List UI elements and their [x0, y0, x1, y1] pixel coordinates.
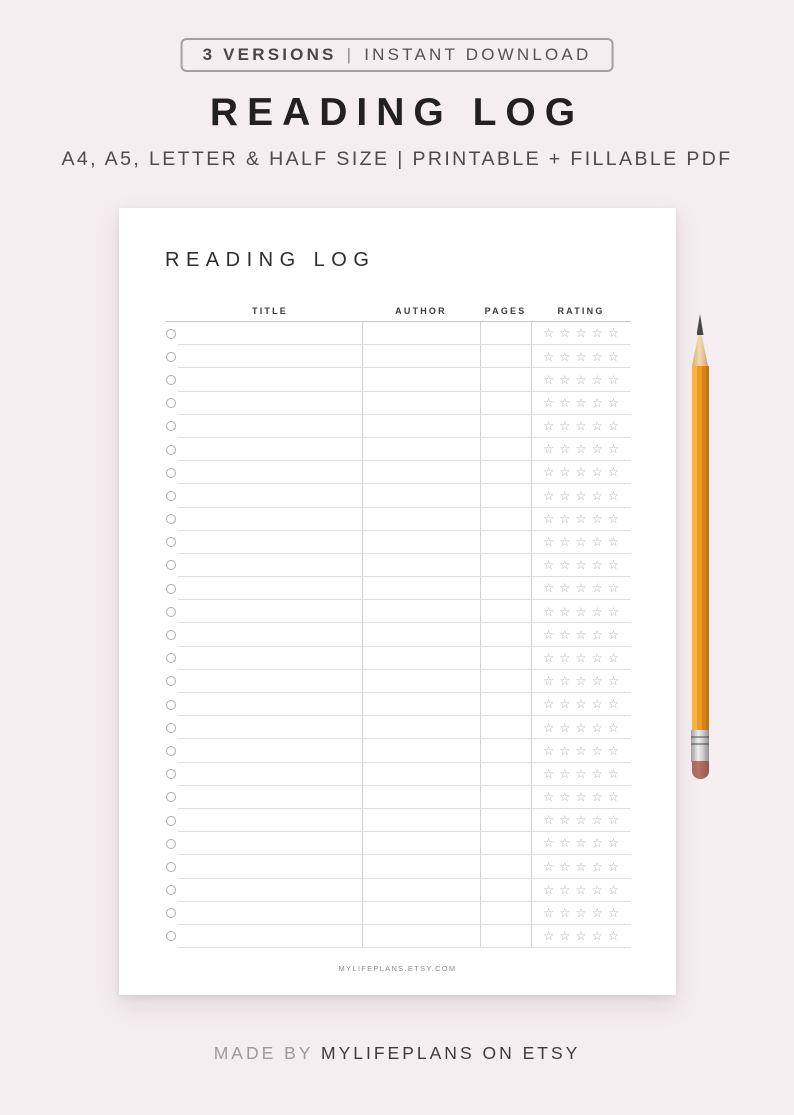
badge-separator: | [346, 45, 355, 64]
rating-stars [531, 322, 631, 345]
circle-checkbox-icon [166, 676, 176, 686]
circle-checkbox-icon [166, 908, 176, 918]
circle-checkbox-icon [166, 398, 176, 408]
star-icon: ☆ [591, 580, 603, 596]
badge-versions-label: 3 VERSIONS [202, 45, 337, 64]
star-icon: ☆ [542, 580, 555, 596]
star-icon: ☆ [591, 835, 603, 851]
table-row [165, 670, 631, 693]
table-row [165, 531, 631, 554]
table-body [165, 321, 631, 948]
versions-badge [181, 38, 614, 72]
rating-stars [531, 763, 631, 786]
star-icon: ☆ [607, 603, 620, 619]
star-icon: ☆ [591, 812, 603, 828]
star-icon: ☆ [559, 673, 571, 689]
star-icon: ☆ [607, 742, 620, 758]
table-row [165, 415, 631, 438]
rating-stars [531, 368, 631, 391]
star-icon: ☆ [559, 626, 571, 642]
circle-checkbox-icon [166, 352, 176, 362]
star-icon: ☆ [575, 371, 587, 387]
star-icon: ☆ [542, 673, 555, 689]
circle-checkbox-icon [166, 537, 176, 547]
star-icon: ☆ [607, 534, 620, 550]
table-row [165, 716, 631, 739]
rating-stars [531, 415, 631, 438]
star-icon: ☆ [542, 881, 555, 897]
star-icon: ☆ [591, 696, 603, 712]
star-icon: ☆ [607, 557, 620, 573]
star-icon: ☆ [542, 812, 555, 828]
star-icon: ☆ [542, 696, 555, 712]
table-row [165, 902, 631, 925]
star-icon: ☆ [607, 371, 620, 387]
star-icon: ☆ [575, 881, 587, 897]
rating-stars [531, 345, 631, 368]
star-icon: ☆ [559, 905, 571, 921]
table-row [165, 368, 631, 391]
star-icon: ☆ [575, 649, 587, 665]
star-icon: ☆ [575, 742, 587, 758]
star-icon: ☆ [559, 510, 571, 526]
rating-stars [531, 925, 631, 948]
star-icon: ☆ [591, 418, 603, 434]
rating-stars [531, 438, 631, 461]
rating-stars [531, 508, 631, 531]
star-icon: ☆ [575, 673, 587, 689]
star-icon: ☆ [559, 534, 571, 550]
star-icon: ☆ [542, 534, 555, 550]
star-icon: ☆ [575, 835, 587, 851]
star-icon: ☆ [607, 626, 620, 642]
star-icon: ☆ [591, 394, 603, 410]
star-icon: ☆ [575, 905, 587, 921]
circle-checkbox-icon [166, 653, 176, 663]
rating-stars [531, 879, 631, 902]
star-icon: ☆ [542, 928, 555, 944]
shop-url: MYLIFEPLANS.ETSY.COM [338, 964, 457, 973]
rating-stars [531, 600, 631, 623]
circle-checkbox-icon [166, 584, 176, 594]
circle-checkbox-icon [166, 931, 176, 941]
rating-stars [531, 902, 631, 925]
table-row [165, 623, 631, 646]
star-icon: ☆ [575, 696, 587, 712]
table-row [165, 322, 631, 345]
star-icon: ☆ [575, 464, 587, 480]
circle-checkbox-icon [166, 723, 176, 733]
star-icon: ☆ [607, 649, 620, 665]
star-icon: ☆ [559, 649, 571, 665]
rating-stars [531, 739, 631, 762]
star-icon: ☆ [607, 881, 620, 897]
star-icon: ☆ [542, 626, 555, 642]
star-icon: ☆ [575, 487, 587, 503]
star-icon: ☆ [607, 418, 620, 434]
star-icon: ☆ [559, 464, 571, 480]
star-icon: ☆ [575, 928, 587, 944]
star-icon: ☆ [559, 789, 571, 805]
circle-checkbox-icon [166, 885, 176, 895]
star-icon: ☆ [575, 812, 587, 828]
rating-stars [531, 670, 631, 693]
star-icon: ☆ [542, 835, 555, 851]
star-icon: ☆ [575, 534, 587, 550]
rating-stars [531, 716, 631, 739]
star-icon: ☆ [591, 765, 603, 781]
circle-checkbox-icon [166, 607, 176, 617]
rating-stars [531, 693, 631, 716]
star-icon: ☆ [591, 603, 603, 619]
table-row [165, 739, 631, 762]
column-header-title: TITLE [252, 305, 288, 316]
star-icon: ☆ [542, 719, 555, 735]
caption-brand: MYLIFEPLANS ON ETSY [321, 1043, 581, 1063]
star-icon: ☆ [607, 928, 620, 944]
circle-checkbox-icon [166, 445, 176, 455]
star-icon: ☆ [559, 858, 571, 874]
table-header-row [165, 300, 631, 321]
table-row [165, 484, 631, 507]
rating-stars [531, 531, 631, 554]
table-row [165, 786, 631, 809]
table-row [165, 809, 631, 832]
star-icon: ☆ [591, 487, 603, 503]
star-icon: ☆ [559, 928, 571, 944]
star-icon: ☆ [575, 394, 587, 410]
badge-download-label: INSTANT DOWNLOAD [364, 45, 592, 64]
circle-checkbox-icon [166, 816, 176, 826]
star-icon: ☆ [575, 325, 587, 341]
star-icon: ☆ [607, 325, 620, 341]
star-icon: ☆ [559, 348, 571, 364]
table-row [165, 392, 631, 415]
circle-checkbox-icon [166, 491, 176, 501]
table-row [165, 647, 631, 670]
printable-page-mockup [119, 208, 676, 995]
star-icon: ☆ [542, 510, 555, 526]
star-icon: ☆ [575, 719, 587, 735]
star-icon: ☆ [591, 673, 603, 689]
star-icon: ☆ [591, 557, 603, 573]
rating-stars [531, 809, 631, 832]
star-icon: ☆ [607, 765, 620, 781]
table-row [165, 879, 631, 902]
star-icon: ☆ [591, 626, 603, 642]
star-icon: ☆ [575, 789, 587, 805]
pencil-ferrule [691, 730, 709, 762]
star-icon: ☆ [607, 673, 620, 689]
reading-log-table [165, 300, 631, 948]
circle-checkbox-icon [166, 792, 176, 802]
circle-checkbox-icon [166, 560, 176, 570]
star-icon: ☆ [607, 348, 620, 364]
table-row [165, 832, 631, 855]
star-icon: ☆ [607, 858, 620, 874]
star-icon: ☆ [607, 580, 620, 596]
star-icon: ☆ [591, 928, 603, 944]
star-icon: ☆ [607, 835, 620, 851]
star-icon: ☆ [591, 719, 603, 735]
star-icon: ☆ [607, 394, 620, 410]
star-icon: ☆ [542, 464, 555, 480]
table-row [165, 461, 631, 484]
caption-prefix: MADE BY [213, 1043, 314, 1063]
star-icon: ☆ [607, 464, 620, 480]
star-icon: ☆ [607, 905, 620, 921]
star-icon: ☆ [559, 696, 571, 712]
star-icon: ☆ [575, 557, 587, 573]
rating-stars [531, 832, 631, 855]
star-icon: ☆ [575, 603, 587, 619]
star-icon: ☆ [542, 742, 555, 758]
rating-stars [531, 623, 631, 646]
star-icon: ☆ [542, 603, 555, 619]
star-icon: ☆ [542, 905, 555, 921]
star-icon: ☆ [559, 835, 571, 851]
star-icon: ☆ [607, 789, 620, 805]
star-icon: ☆ [559, 580, 571, 596]
star-icon: ☆ [607, 441, 620, 457]
star-icon: ☆ [559, 719, 571, 735]
column-header-pages: PAGES [484, 305, 527, 316]
star-icon: ☆ [591, 464, 603, 480]
circle-checkbox-icon [166, 746, 176, 756]
star-icon: ☆ [575, 580, 587, 596]
star-icon: ☆ [559, 557, 571, 573]
circle-checkbox-icon [166, 769, 176, 779]
star-icon: ☆ [591, 325, 603, 341]
table-row [165, 577, 631, 600]
pencil-eraser [692, 761, 709, 779]
rating-stars [531, 461, 631, 484]
rating-stars [531, 577, 631, 600]
rating-stars [531, 647, 631, 670]
table-row [165, 925, 631, 948]
star-icon: ☆ [591, 742, 603, 758]
table-row [165, 438, 631, 461]
column-header-author: AUTHOR [395, 305, 447, 316]
column-header-rating: RATING [557, 305, 605, 316]
table-row [165, 600, 631, 623]
table-row [165, 693, 631, 716]
star-icon: ☆ [559, 742, 571, 758]
circle-checkbox-icon [166, 700, 176, 710]
star-icon: ☆ [591, 905, 603, 921]
circle-checkbox-icon [166, 468, 176, 478]
star-icon: ☆ [559, 418, 571, 434]
table-row [165, 855, 631, 878]
star-icon: ☆ [607, 510, 620, 526]
star-icon: ☆ [559, 765, 571, 781]
star-icon: ☆ [591, 510, 603, 526]
star-icon: ☆ [559, 487, 571, 503]
table-row [165, 763, 631, 786]
table-row [165, 508, 631, 531]
pencil-body [692, 366, 709, 730]
star-icon: ☆ [559, 603, 571, 619]
star-icon: ☆ [575, 348, 587, 364]
star-icon: ☆ [575, 510, 587, 526]
page-title: READING LOG [165, 249, 376, 271]
star-icon: ☆ [591, 348, 603, 364]
star-icon: ☆ [591, 789, 603, 805]
circle-checkbox-icon [166, 839, 176, 849]
rating-stars [531, 554, 631, 577]
star-icon: ☆ [542, 557, 555, 573]
star-icon: ☆ [575, 765, 587, 781]
star-icon: ☆ [542, 371, 555, 387]
pencil-icon [687, 312, 713, 779]
star-icon: ☆ [575, 858, 587, 874]
circle-checkbox-icon [166, 862, 176, 872]
star-icon: ☆ [542, 649, 555, 665]
star-icon: ☆ [559, 812, 571, 828]
star-icon: ☆ [607, 487, 620, 503]
circle-checkbox-icon [166, 630, 176, 640]
star-icon: ☆ [591, 441, 603, 457]
pencil-graphite-tip [697, 314, 704, 335]
circle-checkbox-icon [166, 375, 176, 385]
star-icon: ☆ [542, 487, 555, 503]
star-icon: ☆ [542, 858, 555, 874]
star-icon: ☆ [591, 881, 603, 897]
star-icon: ☆ [559, 394, 571, 410]
star-icon: ☆ [542, 348, 555, 364]
rating-stars [531, 484, 631, 507]
table-row [165, 345, 631, 368]
circle-checkbox-icon [166, 329, 176, 339]
maker-caption [0, 1043, 794, 1064]
star-icon: ☆ [575, 441, 587, 457]
rating-stars [531, 392, 631, 415]
star-icon: ☆ [542, 325, 555, 341]
rating-stars [531, 786, 631, 809]
star-icon: ☆ [575, 418, 587, 434]
rating-stars [531, 855, 631, 878]
star-icon: ☆ [559, 441, 571, 457]
star-icon: ☆ [559, 371, 571, 387]
star-icon: ☆ [559, 325, 571, 341]
product-title: READING LOG [209, 91, 585, 134]
star-icon: ☆ [591, 649, 603, 665]
star-icon: ☆ [542, 441, 555, 457]
circle-checkbox-icon [166, 421, 176, 431]
table-row [165, 554, 631, 577]
circle-checkbox-icon [166, 514, 176, 524]
star-icon: ☆ [591, 858, 603, 874]
star-icon: ☆ [542, 789, 555, 805]
star-icon: ☆ [591, 534, 603, 550]
star-icon: ☆ [575, 626, 587, 642]
product-subtitle: A4, A5, LETTER & HALF SIZE | PRINTABLE + FILLABLE PDF [61, 148, 733, 170]
star-icon: ☆ [591, 371, 603, 387]
star-icon: ☆ [607, 719, 620, 735]
star-icon: ☆ [607, 696, 620, 712]
star-icon: ☆ [542, 418, 555, 434]
star-icon: ☆ [542, 394, 555, 410]
star-icon: ☆ [607, 812, 620, 828]
star-icon: ☆ [542, 765, 555, 781]
star-icon: ☆ [559, 881, 571, 897]
